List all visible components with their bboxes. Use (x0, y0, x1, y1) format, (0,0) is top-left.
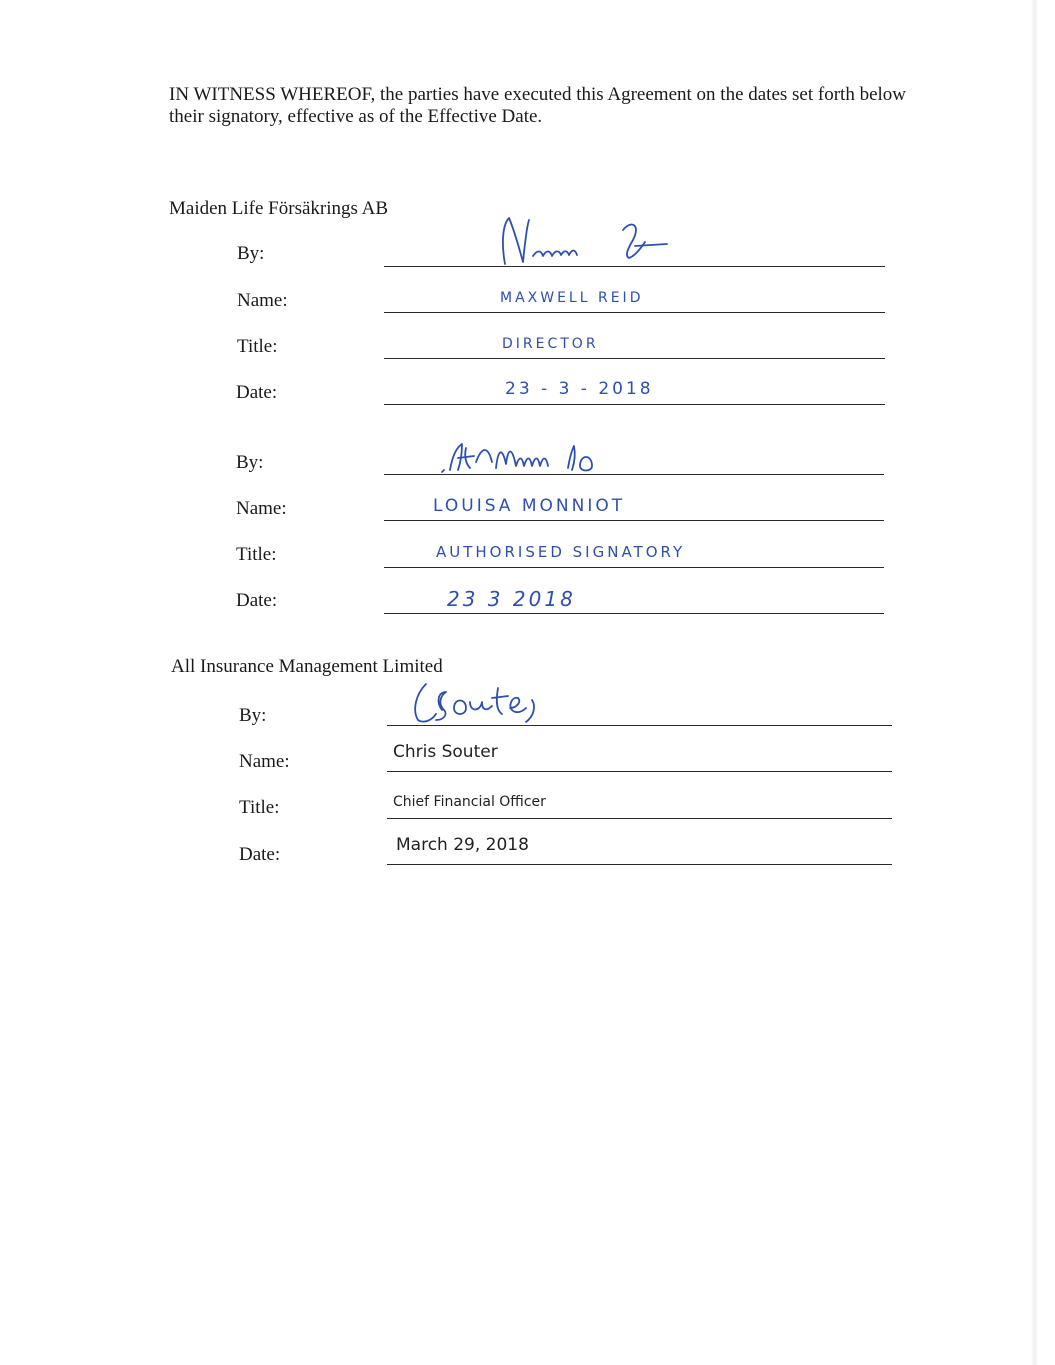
name-value: LOUISA MONNIOT (433, 496, 626, 516)
name-line (384, 312, 885, 313)
date-label: Date: (236, 590, 278, 611)
date-value: March 29, 2018 (396, 835, 529, 855)
date-line (384, 404, 885, 405)
by-label: By: (236, 452, 264, 473)
date-line (384, 613, 884, 614)
page-edge-shadow (1031, 0, 1037, 1365)
title-value: AUTHORISED SIGNATORY (436, 543, 686, 561)
party2-name: All Insurance Management Limited (171, 656, 443, 677)
name-label: Name: (237, 290, 288, 311)
signature-line (384, 474, 884, 475)
name-line (384, 520, 884, 521)
party1-name: Maiden Life Försäkrings AB (169, 198, 389, 219)
by-label: By: (239, 705, 267, 726)
title-label: Title: (239, 797, 280, 818)
signature-line (387, 725, 892, 726)
title-value: DIRECTOR (502, 336, 599, 352)
witness-paragraph: IN WITNESS WHEREOF, the parties have executed this Agreement on the dates set forth below their signatory, effective as of the Effective Date. (169, 84, 907, 127)
title-line (384, 358, 885, 359)
signature-chris-souter (412, 680, 542, 726)
title-label: Title: (237, 336, 278, 357)
date-label: Date: (236, 382, 278, 403)
signature-maxwell-reid (495, 212, 675, 268)
name-value: MAXWELL REID (500, 290, 644, 306)
date-value: 23 - 3 - 2018 (505, 379, 654, 399)
signature-louisa-monniot (440, 440, 630, 476)
date-line (387, 864, 892, 865)
date-value: 23 3 2018 (447, 587, 576, 611)
date-label: Date: (239, 844, 281, 865)
name-line (387, 771, 892, 772)
name-value: Chris Souter (393, 742, 498, 762)
title-value: Chief Financial Officer (393, 794, 546, 810)
name-label: Name: (236, 498, 287, 519)
title-line (387, 818, 892, 819)
title-line (384, 567, 884, 568)
name-label: Name: (239, 751, 290, 772)
title-label: Title: (236, 544, 277, 565)
signature-line (384, 266, 885, 267)
by-label: By: (237, 243, 265, 264)
